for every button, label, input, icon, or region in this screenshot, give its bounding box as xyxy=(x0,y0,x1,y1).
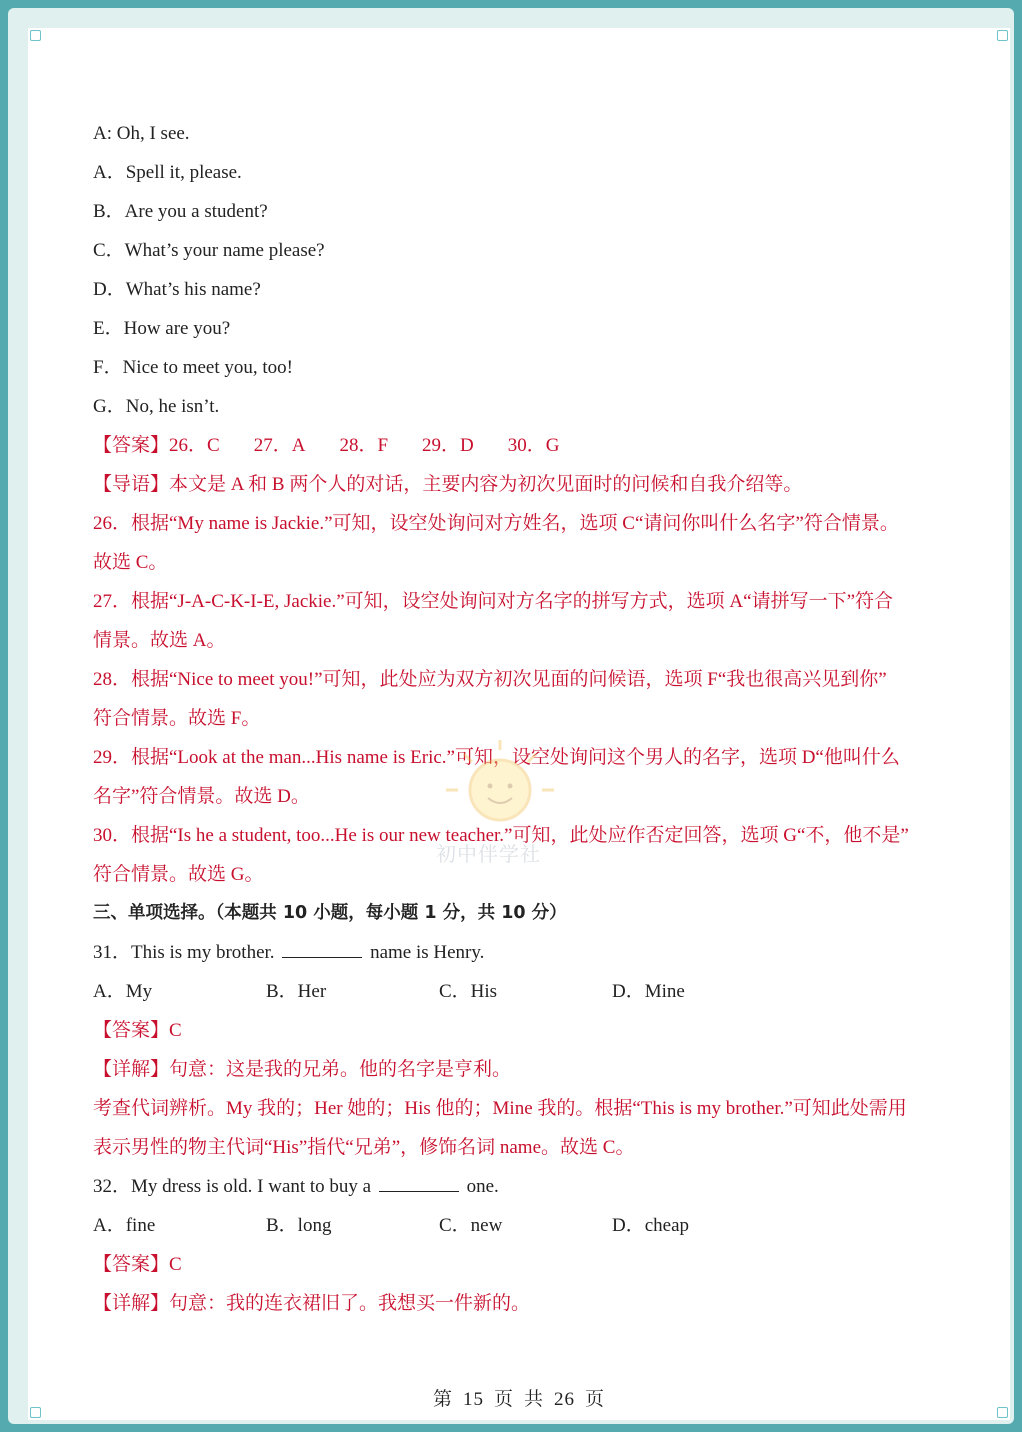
option: C．His xyxy=(439,981,498,1002)
answer-item: 29．D xyxy=(422,435,474,456)
answer-blank xyxy=(379,1177,459,1192)
answer-item: 26．C xyxy=(169,435,220,456)
explanation-line: 名字”符合情景。故选 D。 xyxy=(93,786,310,807)
detail-line: 【详解】句意：这是我的兄弟。他的名字是亨利。 xyxy=(93,1059,512,1080)
answer-blank xyxy=(282,943,362,958)
watermark-text: 初中伴学社 xyxy=(436,842,541,866)
question-text: 32．My dress is old. I want to buy a xyxy=(93,1176,372,1197)
watermark xyxy=(428,740,578,870)
explanation-line: 【导语】本文是 A 和 B 两个人的对话，主要内容为初次见面时的问候和自我介绍等。 xyxy=(93,474,803,495)
total-page-number: 26 xyxy=(554,1389,576,1410)
explanation-line: 30．根据“Is he a student, too...He is our new teacher.”可知，此处应作否定回答，选项 G“不，他不是” xyxy=(93,825,909,846)
option-line: B．Are you a student? xyxy=(93,201,268,222)
explanation-line: 28．根据“Nice to meet you!”可知，此处应为双方初次见面的问候语，选项 F“我也很高兴见到你” xyxy=(93,669,887,690)
option-line: E．How are you? xyxy=(93,318,231,339)
question-32 xyxy=(93,1167,953,1206)
explanation-line: 符合情景。故选 G。 xyxy=(93,864,264,885)
explanation-line: 29．根据“Look at the man...His name is Eric.”可知，设空处询问这个男人的名字，选项 D“他叫什么 xyxy=(93,747,900,768)
footer-text: 页 xyxy=(493,1389,514,1410)
footer-text: 共 xyxy=(524,1389,545,1410)
page-content xyxy=(93,114,953,1323)
answer-line: 【答案】C xyxy=(93,1254,182,1275)
option: B．long xyxy=(266,1215,332,1236)
option: B．Her xyxy=(266,981,327,1002)
explanation-line: 情景。故选 A。 xyxy=(93,630,226,651)
options-31 xyxy=(93,972,953,1011)
section-title: 三、单项选择。（本题共 10 小题，每小题 1 分，共 10 分） xyxy=(93,903,567,923)
option: D．cheap xyxy=(612,1215,690,1236)
footer-text: 页 xyxy=(585,1389,606,1410)
option-line: C．What’s your name please? xyxy=(93,240,325,261)
answer-item: 30．G xyxy=(507,435,560,456)
detail-line: 表示男性的物主代词“His”指代“兄弟”，修饰名词 name。故选 C。 xyxy=(93,1137,635,1158)
footer-text: 第 xyxy=(432,1389,453,1410)
detail-line: 考查代词辨析。My 我的；Her 她的；His 他的；Mine 我的。根据“This is my brother.”可知此处需用 xyxy=(93,1098,907,1119)
question-31 xyxy=(93,933,953,972)
explanation-line: 26．根据“My name is Jackie.”可知，设空处询问对方姓名，选项 C“请问你叫什么名字”符合情景。 xyxy=(93,513,899,534)
options-32 xyxy=(93,1206,953,1245)
page-frame xyxy=(8,8,1014,1424)
corner-mark xyxy=(997,30,1008,41)
sun-face-icon xyxy=(428,740,578,840)
option-line: F．Nice to meet you, too! xyxy=(93,357,293,378)
explanation-line: 符合情景。故选 F。 xyxy=(93,708,261,729)
dialog-line: A: Oh, I see. xyxy=(93,123,190,144)
question-text: 31．This is my brother. xyxy=(93,942,275,963)
page-footer xyxy=(28,1384,1010,1411)
answer-line xyxy=(93,426,953,465)
option-line: G．No, he isn’t. xyxy=(93,396,220,417)
question-text: one. xyxy=(466,1176,499,1197)
answer-item: 28．F xyxy=(339,435,389,456)
option: D．Mine xyxy=(612,981,685,1002)
option: A．fine xyxy=(93,1215,156,1236)
option-line: A．Spell it, please. xyxy=(93,162,242,183)
detail-line: 【详解】句意：我的连衣裙旧了。我想买一件新的。 xyxy=(93,1293,531,1314)
explanation-line: 故选 C。 xyxy=(93,552,168,573)
option: A．My xyxy=(93,981,153,1002)
answer-item: 27．A xyxy=(253,435,306,456)
explanation-line: 27．根据“J-A-C-K-I-E, Jackie.”可知，设空处询问对方名字的拼写方式，选项 A“请拼写一下”符合 xyxy=(93,591,894,612)
question-text: name is Henry. xyxy=(370,942,485,963)
option-line: D．What’s his name? xyxy=(93,279,261,300)
option: C．new xyxy=(439,1215,503,1236)
answer-line: 【答案】C xyxy=(93,1020,182,1041)
answer-tag: 【答案】 xyxy=(93,435,170,456)
current-page-number: 15 xyxy=(462,1389,484,1410)
document-page xyxy=(28,28,1010,1420)
corner-mark xyxy=(30,30,41,41)
